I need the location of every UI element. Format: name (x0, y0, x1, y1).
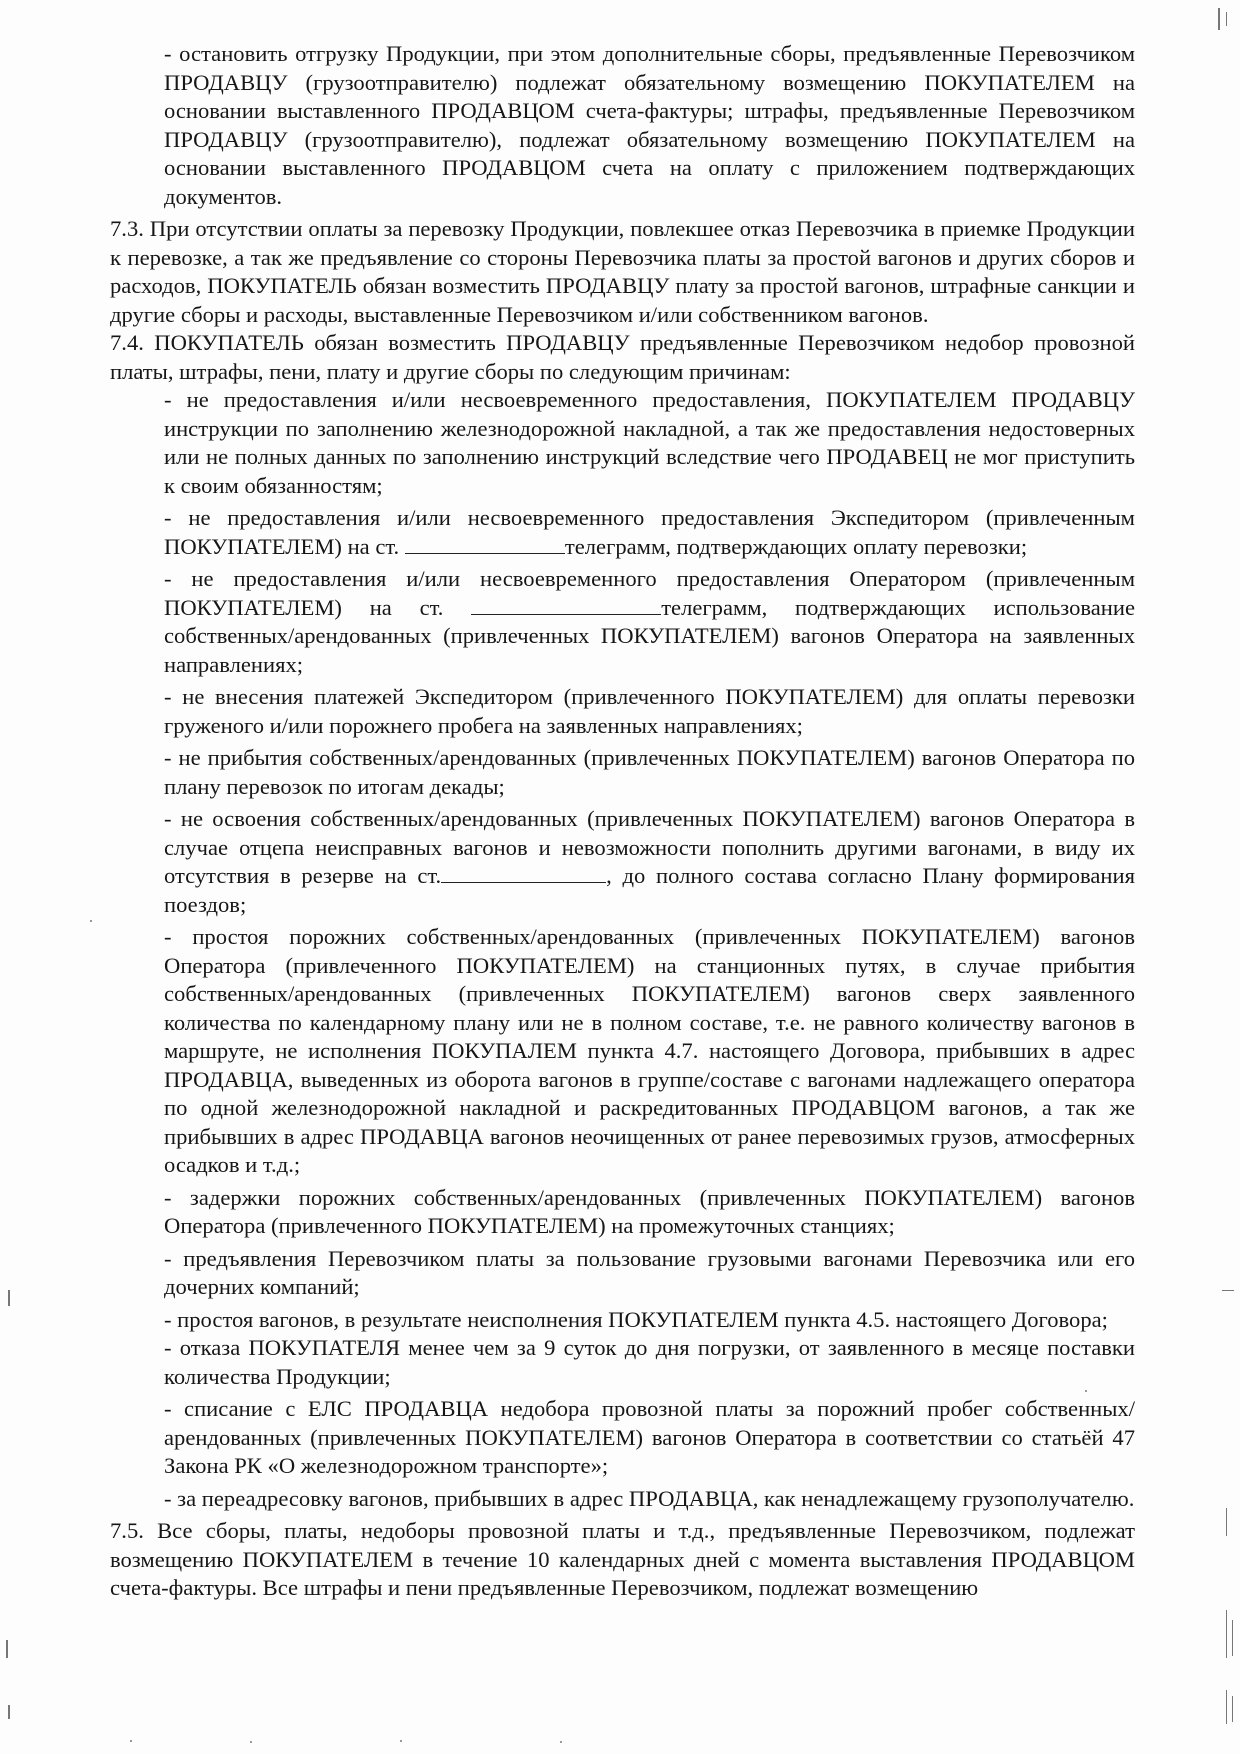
text-before-blank: - не предоставления и/или несвоевременного предоставления Экспедитором (привлеченным ПОКУПАТЕЛЕМ) на ст. (164, 505, 1135, 559)
scan-artifact (8, 1705, 10, 1719)
list-item-operator-telegrams (110, 565, 1135, 679)
scan-artifact (1226, 1690, 1227, 1724)
text-before-blank: - не предоставления и/или несвоевременного предоставления Оператором (привлеченным ПОКУПАТЕЛЕМ) на ст. (164, 566, 1135, 620)
list-item-non-arrival: - не прибытия собственных/арендованных (привлеченных ПОКУПАТЕЛЕМ) вагонов Оператора по плану перевозок по итогам декады; (164, 745, 1135, 799)
clause-7-4: 7.4. ПОКУПАТЕЛЬ обязан возместить ПРОДАВЦУ предъявленные Перевозчиком недобор провозной платы, штрафы, пени, плату и другие сборы по следующим причинам: (110, 330, 1135, 384)
text-after-blank: телеграмм, подтверждающих оплату перевозки; (564, 533, 1028, 559)
scan-artifact (250, 1741, 252, 1743)
text-after-blank: телеграмм, подтверждающих использование собственных/арендованных (привлеченных ПОКУПАТЕЛЕМ) вагонов Оператора на заявленных направлениях; (164, 594, 1135, 677)
scan-artifact (400, 1740, 402, 1742)
list-item-refusal: - отказа ПОКУПАТЕЛЯ менее чем за 9 суток до дня погрузки, от заявленного в месяце поставки количества Продукции; (164, 1335, 1135, 1389)
scan-artifact (1085, 1390, 1087, 1392)
list-item-els-writeoff: - списание с ЕЛС ПРОДАВЦА недобора провозной платы за порожний пробег собственных/арендованных (привлеченных ПОКУПАТЕЛЕМ) вагонов Оператора в соответствии со статьёй 47 Закона РК «О железнодорожном транспорте»; (164, 1396, 1135, 1478)
list-item-payments: - не внесения платежей Экспедитором (привлеченного ПОКУПАТЕЛЕМ) для оплаты перевозки груженого и/или порожнего пробега на заявленных направлениях; (164, 684, 1135, 738)
scan-artifact (1232, 1696, 1233, 1722)
list-item-instructions: - не предоставления и/или несвоевременного предоставления, ПОКУПАТЕЛЕМ ПРОДАВЦУ инструкции по заполнению железнодорожной накладной, а так же предоставления недостоверных или не полных данных по заполнению инструкций вследствие чего ПРОДАВЕЦ не мог приступить к своим обязанностям; (164, 387, 1135, 498)
list-item-idle-4-5: - простоя вагонов, в результате неисполнения ПОКУПАТЕЛЕМ пункта 4.5. настоящего Договора; (164, 1306, 1108, 1332)
list-item-wagon-usage-fee: - предъявления Перевозчиком платы за пользование грузовыми вагонами Перевозчика или его дочерних компаний; (164, 1245, 1135, 1299)
scan-artifact (1226, 1508, 1227, 1536)
station-blank-field (471, 596, 661, 615)
scan-artifact (1226, 12, 1227, 26)
scan-artifact (1232, 1620, 1233, 1656)
scan-artifact (8, 1290, 10, 1306)
scan-artifact (1218, 8, 1220, 30)
scan-artifact (1222, 1290, 1234, 1291)
station-blank-field (405, 535, 565, 554)
scan-artifact (90, 920, 92, 922)
text-after-blank: , до полного состава согласно Плану формирования поездов; (164, 863, 1135, 917)
list-item-forwarder-telegrams (110, 504, 1135, 561)
scan-artifact (130, 1740, 132, 1742)
list-item-readdressing: - за переадресовку вагонов, прибывших в адрес ПРОДАВЦА, как ненадлежащему грузополучателю. (164, 1485, 1135, 1511)
station-blank-field (441, 864, 606, 883)
scan-artifact (560, 1741, 562, 1743)
list-item-idle-empty-wagons: - простоя порожних собственных/арендованных (привлеченных ПОКУПАТЕЛЕМ) вагонов Оператора (привлеченного ПОКУПАТЕЛЕМ) на станционных путях, в случае прибытия собственных/арендованных (привлеченных ПОКУПАТЕЛЕМ) вагонов сверх заявленного количества по календарному плану или не в полном составе, т.е. не равного количеству вагонов в маршруте, не исполнения ПОКУПАЛЕМ пункта 4.7. настоящего Договора, прибывших в адрес ПРОДАВЦА, выведенных из оборота вагонов в группе/составе с вагонами надлежащего оператора по одной железнодорожной накладной и раскредитованных ПРОДАВЦОМ вагонов, а так же прибывших в адрес ПРОДАВЦА вагонов неочищенных от ранее перевозимых грузов, атмосферных осадков и т.д.; (164, 924, 1135, 1177)
text-before-blank: - не освоения собственных/арендованных (привлеченных ПОКУПАТЕЛЕМ) вагонов Оператора в случае отцепа неисправных вагонов и невозможности пополнить другими вагонами, в виду их отсутствия в резерве на ст. (164, 806, 1135, 888)
scan-artifact (1226, 1610, 1227, 1658)
list-item-delay-intermediate: - задержки порожних собственных/арендованных (привлеченных ПОКУПАТЕЛЕМ) вагонов Оператора (привлеченного ПОКУПАТЕЛЕМ) на промежуточных станциях; (164, 1184, 1135, 1238)
list-item-non-development (110, 805, 1135, 919)
clause-7-3: 7.3. При отсутствии оплаты за перевозку Продукции, повлекшее отказ Перевозчика в приемке Продукции к перевозке, а так же предъявление со стороны Перевозчика платы за простой вагонов и других сборов и расходов, ПОКУПАТЕЛЬ обязан возместить ПРОДАВЦУ плату за простой вагонов, штрафные санкции и другие сборы и расходы, выставленные Перевозчиком и/или собственником вагонов. (110, 216, 1135, 327)
paragraph-stop-shipment: - остановить отгрузку Продукции, при этом дополнительные сборы, предъявленные Перевозчиком ПРОДАВЦУ (грузоотправителю) подлежат обязательному возмещению ПОКУПАТЕЛЕМ на основании выставленного ПРОДАВЦОМ счета-фактуры; штрафы, предъявленные Перевозчиком ПРОДАВЦУ (грузоотправителю), подлежат обязательному возмещению ПОКУПАТЕЛЕМ на основании выставленного ПРОДАВЦОМ счета на оплату с приложением подтверждающих документов. (164, 41, 1135, 209)
clause-7-5: 7.5. Все сборы, платы, недоборы провозной платы и т.д., предъявленные Перевозчиком, подлежат возмещению ПОКУПАТЕЛЕМ в течение 10 календарных дней с момента выставления ПРОДАВЦОМ счета-фактуры. Все штрафы и пени предъявленные Перевозчиком, подлежат возмещению (110, 1518, 1135, 1600)
scan-artifact (6, 1640, 8, 1658)
document-body (110, 40, 1135, 1603)
